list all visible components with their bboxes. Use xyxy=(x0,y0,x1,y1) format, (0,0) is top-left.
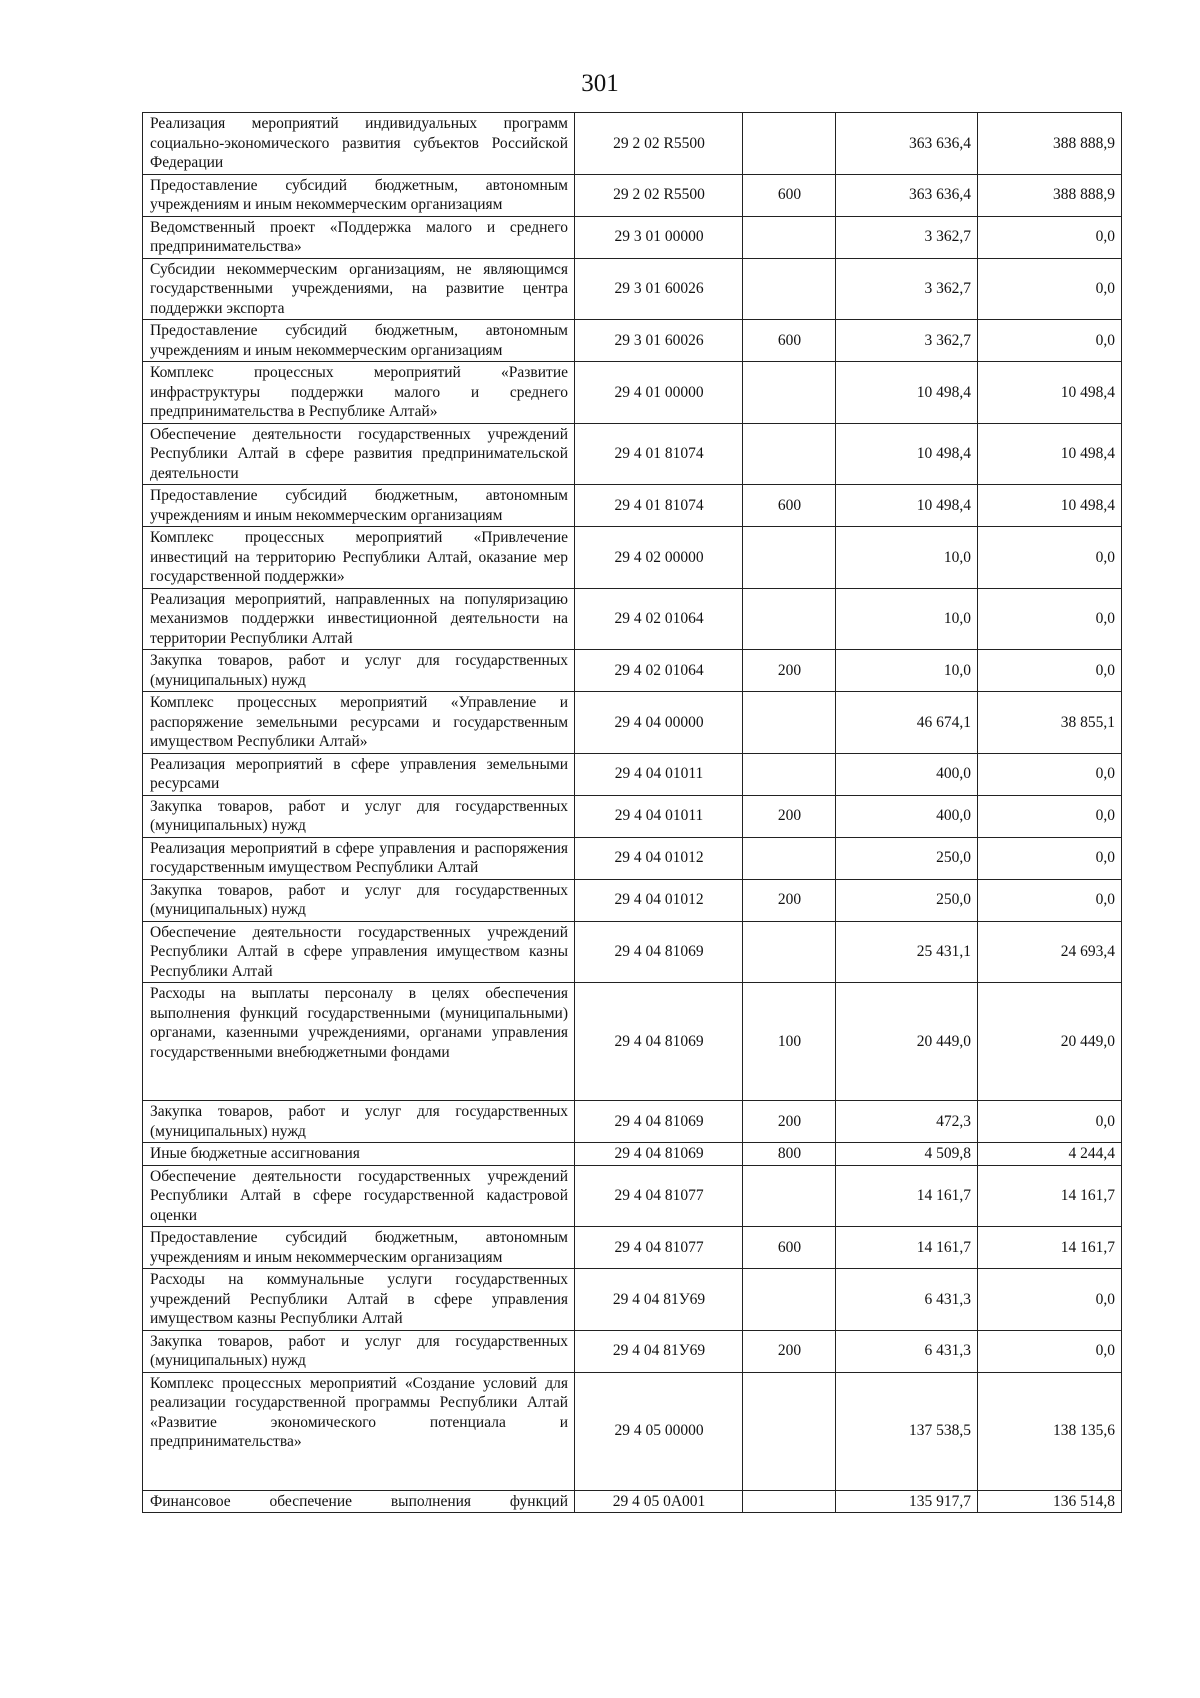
target-article-code-cell: 29 4 05 00000 xyxy=(575,1372,743,1490)
expense-name-cell: Комплекс процессных мероприятий «Создание условий для реализации государственной программы Республики Алтай «Развитие экономического потенциала и предпринимательства» xyxy=(143,1372,575,1490)
page-number: 301 xyxy=(581,70,619,97)
expense-type-cell xyxy=(743,588,836,650)
expense-type-cell xyxy=(743,1372,836,1490)
target-article-code-cell: 29 4 04 01011 xyxy=(575,753,743,795)
target-article-code-cell: 29 4 02 00000 xyxy=(575,527,743,589)
table-row xyxy=(143,1330,1122,1372)
amount-year-2-cell: 388 888,9 xyxy=(978,174,1122,216)
amount-year-1-cell: 46 674,1 xyxy=(836,692,978,754)
table-row xyxy=(143,113,1122,175)
expense-name-cell: Закупка товаров, работ и услуг для государственных (муниципальных) нужд xyxy=(143,1330,575,1372)
expense-type-cell: 100 xyxy=(743,983,836,1101)
amount-year-1-cell: 14 161,7 xyxy=(836,1227,978,1269)
target-article-code-cell: 29 4 04 81077 xyxy=(575,1227,743,1269)
amount-year-2-cell: 136 514,8 xyxy=(978,1490,1122,1513)
expense-name-cell: Закупка товаров, работ и услуг для государственных (муниципальных) нужд xyxy=(143,879,575,921)
expense-name-cell: Реализация мероприятий индивидуальных программ социально-экономического развития субъектов Российской Федерации xyxy=(143,113,575,175)
expense-name-cell: Обеспечение деятельности государственных учреждений Республики Алтай в сфере управления имуществом казны Республики Алтай xyxy=(143,921,575,983)
expense-name-cell: Обеспечение деятельности государственных учреждений Республики Алтай в сфере развития предпринимательской деятельности xyxy=(143,423,575,485)
table-row xyxy=(143,1143,1122,1166)
expense-type-cell xyxy=(743,258,836,320)
expense-type-cell xyxy=(743,527,836,589)
amount-year-1-cell: 4 509,8 xyxy=(836,1143,978,1166)
table-row xyxy=(143,837,1122,879)
target-article-code-cell: 29 4 04 81077 xyxy=(575,1165,743,1227)
expense-name-cell: Реализация мероприятий, направленных на популяризацию механизмов поддержки инвестиционной деятельности на территории Республики Алтай xyxy=(143,588,575,650)
expense-type-cell: 200 xyxy=(743,795,836,837)
expense-type-cell xyxy=(743,362,836,424)
target-article-code-cell: 29 3 01 60026 xyxy=(575,258,743,320)
amount-year-1-cell: 363 636,4 xyxy=(836,113,978,175)
amount-year-2-cell: 0,0 xyxy=(978,879,1122,921)
table-row xyxy=(143,320,1122,362)
expense-name-cell: Закупка товаров, работ и услуг для государственных (муниципальных) нужд xyxy=(143,1101,575,1143)
target-article-code-cell: 29 4 01 00000 xyxy=(575,362,743,424)
amount-year-2-cell: 0,0 xyxy=(978,1269,1122,1331)
expense-name-cell: Финансовое обеспечение выполнения функций xyxy=(143,1490,575,1513)
expense-type-cell xyxy=(743,753,836,795)
table-row xyxy=(143,258,1122,320)
amount-year-1-cell: 6 431,3 xyxy=(836,1269,978,1331)
expense-name-cell: Предоставление субсидий бюджетным, автономным учреждениям и иным некоммерческим организациям xyxy=(143,485,575,527)
target-article-code-cell: 29 4 04 01011 xyxy=(575,795,743,837)
table-row xyxy=(143,879,1122,921)
amount-year-1-cell: 135 917,7 xyxy=(836,1490,978,1513)
amount-year-1-cell: 10 498,4 xyxy=(836,485,978,527)
expense-name-cell: Ведомственный проект «Поддержка малого и среднего предпринимательства» xyxy=(143,216,575,258)
expense-type-cell xyxy=(743,837,836,879)
expense-name-cell: Обеспечение деятельности государственных учреждений Республики Алтай в сфере государственной кадастровой оценки xyxy=(143,1165,575,1227)
budget-table-body xyxy=(143,113,1122,1513)
amount-year-2-cell: 14 161,7 xyxy=(978,1227,1122,1269)
expense-type-cell xyxy=(743,921,836,983)
amount-year-2-cell: 0,0 xyxy=(978,753,1122,795)
amount-year-2-cell: 388 888,9 xyxy=(978,113,1122,175)
amount-year-2-cell: 20 449,0 xyxy=(978,983,1122,1101)
table-row xyxy=(143,527,1122,589)
expense-name-cell: Комплекс процессных мероприятий «Управление и распоряжение земельными ресурсами и государственным имуществом Республики Алтай» xyxy=(143,692,575,754)
table-row xyxy=(143,1101,1122,1143)
table-row xyxy=(143,588,1122,650)
amount-year-2-cell: 4 244,4 xyxy=(978,1143,1122,1166)
expense-name-cell: Предоставление субсидий бюджетным, автономным учреждениям и иным некоммерческим организациям xyxy=(143,1227,575,1269)
table-row xyxy=(143,795,1122,837)
amount-year-1-cell: 10,0 xyxy=(836,527,978,589)
amount-year-2-cell: 24 693,4 xyxy=(978,921,1122,983)
expense-type-cell xyxy=(743,1165,836,1227)
amount-year-1-cell: 400,0 xyxy=(836,795,978,837)
target-article-code-cell: 29 4 04 81У69 xyxy=(575,1269,743,1331)
target-article-code-cell: 29 4 02 01064 xyxy=(575,588,743,650)
amount-year-2-cell: 14 161,7 xyxy=(978,1165,1122,1227)
target-article-code-cell: 29 4 04 01012 xyxy=(575,837,743,879)
target-article-code-cell: 29 4 04 81У69 xyxy=(575,1330,743,1372)
amount-year-2-cell: 0,0 xyxy=(978,588,1122,650)
amount-year-2-cell: 0,0 xyxy=(978,795,1122,837)
expense-name-cell: Предоставление субсидий бюджетным, автономным учреждениям и иным некоммерческим организациям xyxy=(143,174,575,216)
expense-name-cell: Расходы на выплаты персоналу в целях обеспечения выполнения функций государственными (муниципальными) органами, казенными учреждениями, органами управления государственными внебюджетными фондами xyxy=(143,983,575,1101)
expense-type-cell xyxy=(743,113,836,175)
amount-year-2-cell: 0,0 xyxy=(978,837,1122,879)
target-article-code-cell: 29 4 04 01012 xyxy=(575,879,743,921)
table-row xyxy=(143,1269,1122,1331)
target-article-code-cell: 29 4 02 01064 xyxy=(575,650,743,692)
target-article-code-cell: 29 2 02 R5500 xyxy=(575,113,743,175)
amount-year-1-cell: 472,3 xyxy=(836,1101,978,1143)
expense-type-cell: 600 xyxy=(743,1227,836,1269)
amount-year-1-cell: 10 498,4 xyxy=(836,362,978,424)
amount-year-2-cell: 0,0 xyxy=(978,650,1122,692)
expense-name-cell: Субсидии некоммерческим организациям, не являющимся государственными учреждениями, на развитие центра поддержки экспорта xyxy=(143,258,575,320)
expense-type-cell xyxy=(743,692,836,754)
amount-year-1-cell: 3 362,7 xyxy=(836,216,978,258)
amount-year-1-cell: 250,0 xyxy=(836,837,978,879)
expense-name-cell: Закупка товаров, работ и услуг для государственных (муниципальных) нужд xyxy=(143,795,575,837)
expense-name-cell: Иные бюджетные ассигнования xyxy=(143,1143,575,1166)
target-article-code-cell: 29 4 05 0А001 xyxy=(575,1490,743,1513)
amount-year-2-cell: 10 498,4 xyxy=(978,485,1122,527)
amount-year-1-cell: 14 161,7 xyxy=(836,1165,978,1227)
target-article-code-cell: 29 3 01 60026 xyxy=(575,320,743,362)
amount-year-2-cell: 10 498,4 xyxy=(978,423,1122,485)
expense-type-cell xyxy=(743,1490,836,1513)
table-row xyxy=(143,216,1122,258)
target-article-code-cell: 29 4 04 81069 xyxy=(575,1101,743,1143)
target-article-code-cell: 29 4 04 81069 xyxy=(575,983,743,1101)
target-article-code-cell: 29 4 01 81074 xyxy=(575,423,743,485)
expense-name-cell: Комплекс процессных мероприятий «Развитие инфраструктуры поддержки малого и среднего предпринимательства в Республике Алтай» xyxy=(143,362,575,424)
target-article-code-cell: 29 4 04 81069 xyxy=(575,1143,743,1166)
amount-year-2-cell: 38 855,1 xyxy=(978,692,1122,754)
table-row xyxy=(143,1490,1122,1513)
table-row xyxy=(143,650,1122,692)
table-row xyxy=(143,362,1122,424)
expense-type-cell xyxy=(743,1269,836,1331)
target-article-code-cell: 29 3 01 00000 xyxy=(575,216,743,258)
amount-year-1-cell: 25 431,1 xyxy=(836,921,978,983)
amount-year-2-cell: 0,0 xyxy=(978,1330,1122,1372)
table-row xyxy=(143,983,1122,1101)
amount-year-1-cell: 6 431,3 xyxy=(836,1330,978,1372)
amount-year-1-cell: 3 362,7 xyxy=(836,320,978,362)
amount-year-1-cell: 250,0 xyxy=(836,879,978,921)
target-article-code-cell: 29 4 01 81074 xyxy=(575,485,743,527)
amount-year-1-cell: 10 498,4 xyxy=(836,423,978,485)
expense-type-cell: 600 xyxy=(743,485,836,527)
budget-table xyxy=(142,112,1122,1513)
expense-type-cell: 200 xyxy=(743,1330,836,1372)
expense-name-cell: Реализация мероприятий в сфере управления и распоряжения государственным имуществом Республики Алтай xyxy=(143,837,575,879)
amount-year-2-cell: 10 498,4 xyxy=(978,362,1122,424)
amount-year-2-cell: 0,0 xyxy=(978,527,1122,589)
expense-name-cell: Комплекс процессных мероприятий «Привлечение инвестиций на территорию Республики Алтай, оказание мер государственной поддержки» xyxy=(143,527,575,589)
table-row xyxy=(143,174,1122,216)
expense-type-cell: 600 xyxy=(743,320,836,362)
expense-name-cell: Предоставление субсидий бюджетным, автономным учреждениям и иным некоммерческим организациям xyxy=(143,320,575,362)
amount-year-2-cell: 0,0 xyxy=(978,258,1122,320)
expense-type-cell: 200 xyxy=(743,650,836,692)
expense-type-cell: 200 xyxy=(743,1101,836,1143)
table-row xyxy=(143,1227,1122,1269)
expense-name-cell: Закупка товаров, работ и услуг для государственных (муниципальных) нужд xyxy=(143,650,575,692)
expense-type-cell xyxy=(743,216,836,258)
amount-year-1-cell: 3 362,7 xyxy=(836,258,978,320)
expense-name-cell: Расходы на коммунальные услуги государственных учреждений Республики Алтай в сфере управления имуществом казны Республики Алтай xyxy=(143,1269,575,1331)
amount-year-2-cell: 0,0 xyxy=(978,320,1122,362)
table-row xyxy=(143,1165,1122,1227)
table-row xyxy=(143,692,1122,754)
amount-year-2-cell: 0,0 xyxy=(978,1101,1122,1143)
amount-year-1-cell: 10,0 xyxy=(836,650,978,692)
amount-year-1-cell: 400,0 xyxy=(836,753,978,795)
table-row xyxy=(143,753,1122,795)
expense-type-cell: 600 xyxy=(743,174,836,216)
amount-year-1-cell: 137 538,5 xyxy=(836,1372,978,1490)
amount-year-2-cell: 0,0 xyxy=(978,216,1122,258)
target-article-code-cell: 29 4 04 81069 xyxy=(575,921,743,983)
table-row xyxy=(143,921,1122,983)
table-row xyxy=(143,485,1122,527)
expense-type-cell xyxy=(743,423,836,485)
target-article-code-cell: 29 2 02 R5500 xyxy=(575,174,743,216)
amount-year-1-cell: 10,0 xyxy=(836,588,978,650)
expense-name-cell: Реализация мероприятий в сфере управления земельными ресурсами xyxy=(143,753,575,795)
amount-year-1-cell: 363 636,4 xyxy=(836,174,978,216)
expense-type-cell: 800 xyxy=(743,1143,836,1166)
table-row xyxy=(143,1372,1122,1490)
table-row xyxy=(143,423,1122,485)
target-article-code-cell: 29 4 04 00000 xyxy=(575,692,743,754)
amount-year-1-cell: 20 449,0 xyxy=(836,983,978,1101)
amount-year-2-cell: 138 135,6 xyxy=(978,1372,1122,1490)
expense-type-cell: 200 xyxy=(743,879,836,921)
